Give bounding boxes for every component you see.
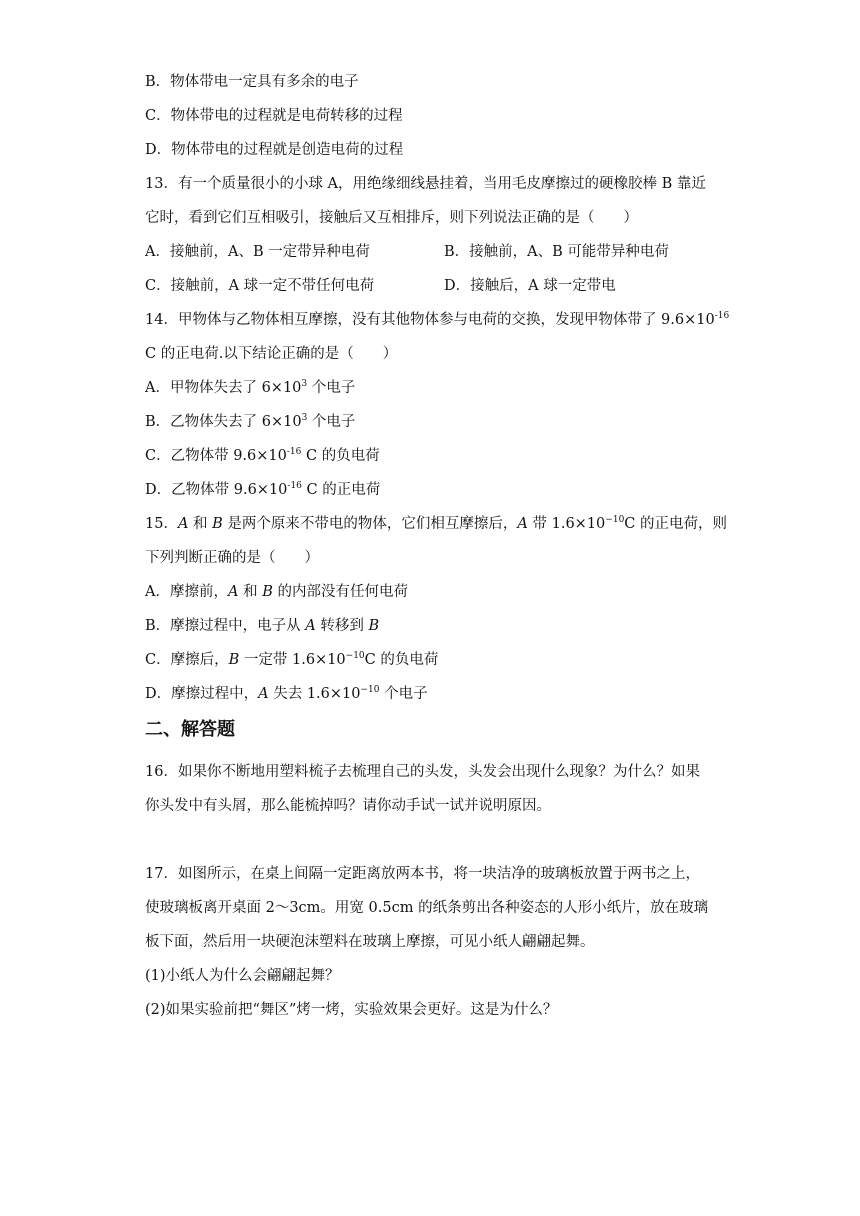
q13-stem-line2: 它时，看到它们互相吸引，接触后又互相排斥，则下列说法正确的是（ ） bbox=[145, 210, 638, 226]
q15-option-a: A．摩擦前，A 和 B 的内部没有任何电荷 bbox=[145, 584, 408, 600]
q13-option-d: D．接触后，A 球一定带电 bbox=[444, 278, 616, 294]
q16-line1: 16．如果你不断地用塑料梳子去梳理自己的头发，头发会出现什么现象？为什么？如果 bbox=[145, 764, 700, 780]
q17-sub2: (2)如果实验前把“舞区”烤一烤，实验效果会更好。这是为什么？ bbox=[145, 1002, 558, 1018]
q17-sub1: (1)小纸人为什么会翩翩起舞？ bbox=[145, 968, 340, 984]
q12-option-d: D．物体带电的过程就是创造电荷的过程 bbox=[145, 142, 404, 158]
q17-line3: 板下面，然后用一块硬泡沫塑料在玻璃上摩擦，可见小纸人翩翩起舞。 bbox=[145, 934, 595, 950]
q14-stem-line2: C 的正电荷.以下结论正确的是（ ） bbox=[145, 346, 398, 362]
section-heading: 二、解答题 bbox=[145, 719, 235, 740]
q12-option-c: C．物体带电的过程就是电荷转移的过程 bbox=[145, 108, 403, 124]
q13-option-a: A．接触前，A、B 一定带异种电荷 bbox=[145, 244, 370, 260]
q13-stem-line1: 13．有一个质量很小的小球 A，用绝缘细线悬挂着，当用毛皮摩擦过的硬橡胶棒 B 靠近 bbox=[145, 176, 706, 192]
q12-option-b: B．物体带电一定具有多余的电子 bbox=[145, 74, 359, 90]
q14-stem-line1: 14．甲物体与乙物体相互摩擦，没有其他物体参与电荷的交换，发现甲物体带了 $9.6\times 10^{-16}$ bbox=[145, 311, 730, 328]
q15-option-b: B．摩擦过程中，电子从 A 转移到 B bbox=[145, 618, 380, 634]
q14-option-a: A．甲物体失去了 $6\times 10^3$ 个电子 bbox=[145, 379, 356, 396]
q15-option-c: C．摩擦后，B 一定带 $1.6\times 10^{-10}C$ 的负电荷 bbox=[145, 651, 439, 668]
q15-option-d: D．摩擦过程中，A 失去 $1.6\times 10^{-10}$ 个电子 bbox=[145, 685, 428, 702]
q15-stem-line1: 15．A 和 B 是两个原来不带电的物体，它们相互摩擦后，A 带 $1.6\times 10^{-10}C$ 的正电荷，则 bbox=[145, 515, 727, 532]
q14-option-d: D．乙物体带 $9.6\times 10^{-16}$ C 的正电荷 bbox=[145, 481, 381, 498]
q14-option-b: B．乙物体失去了 $6\times 10^3$ 个电子 bbox=[145, 413, 356, 430]
q16-line2: 你头发中有头屑，那么能梳掉吗？请你动手试一试并说明原因。 bbox=[145, 798, 551, 814]
q17-line2: 使玻璃板离开桌面 2～3cm。用宽 0.5cm 的纸条剪出各种姿态的人形小纸片，放在玻璃 bbox=[145, 900, 709, 916]
q13-option-c: C．接触前，A 球一定不带任何电荷 bbox=[145, 278, 375, 294]
q15-stem-line2: 下列判断正确的是（ ） bbox=[145, 550, 319, 566]
q14-option-c: C．乙物体带 $9.6\times 10^{-16}$ C 的负电荷 bbox=[145, 447, 380, 464]
q13-option-b: B．接触前，A、B 可能带异种电荷 bbox=[444, 244, 669, 260]
q17-line1: 17．如图所示，在桌上间隔一定距离放两本书，将一块洁净的玻璃板放置于两书之上， bbox=[145, 866, 700, 882]
